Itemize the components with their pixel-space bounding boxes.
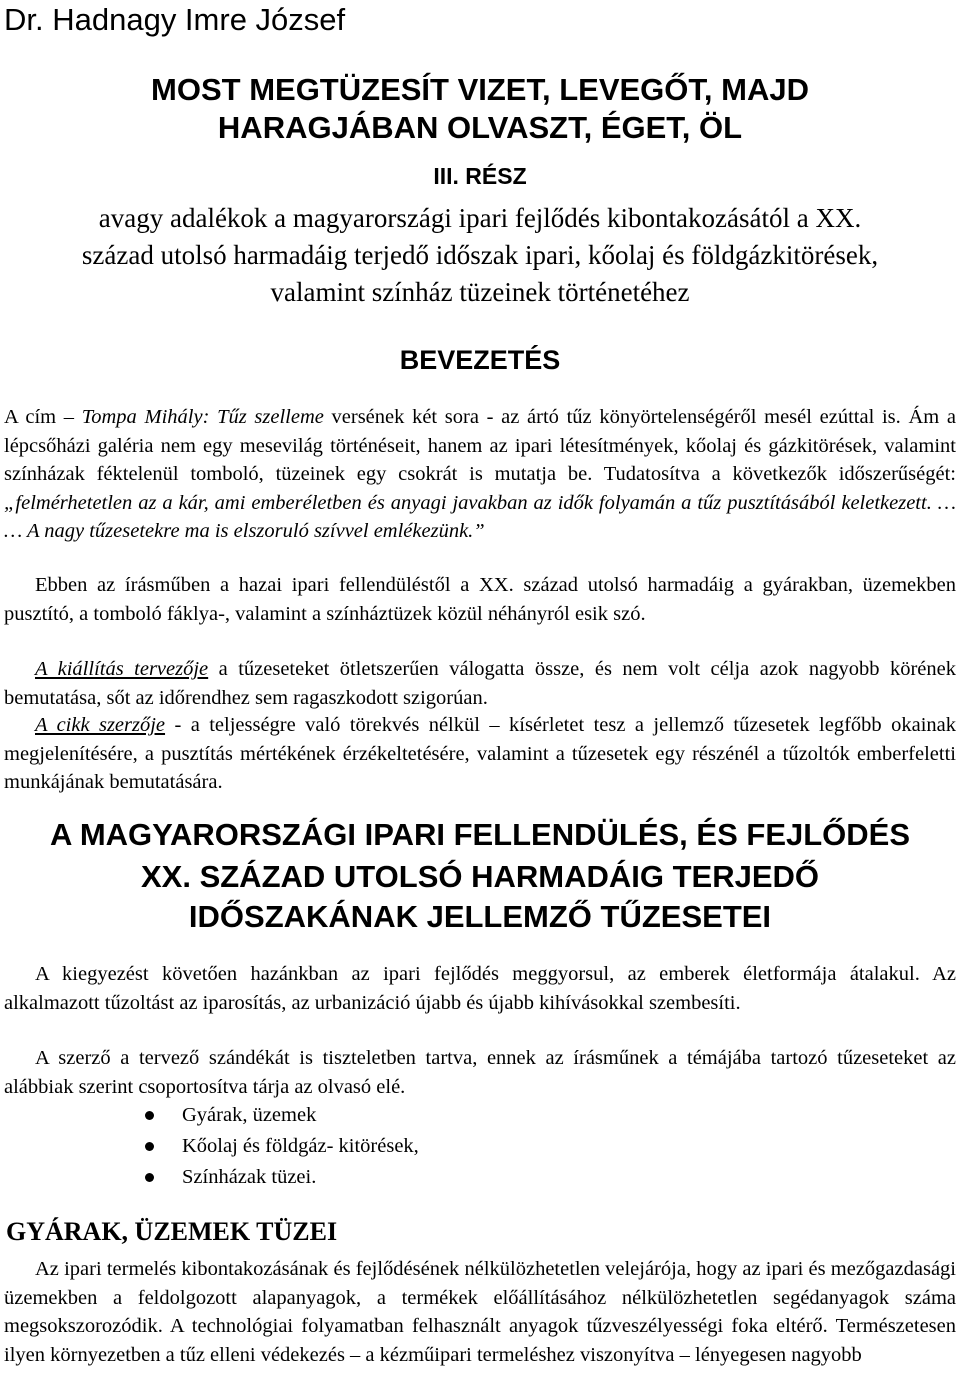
paragraph-article-author [4, 711, 956, 797]
author-name: Dr. Hadnagy Imre József [4, 2, 346, 37]
document-title-line-2: HARAGJÁBAN OLVASZT, ÉGET, ÖL [217, 110, 743, 145]
paragraph-grouping: A szerző a tervező szándékát is tiszteletben tartva, ennek az írásműnek a témájába tartozó tűzeseteket az alábbiak szerint csoportosítva tárja az olvasó elé. [4, 1047, 956, 1098]
intro-paragraph-start: A cím – [4, 406, 82, 428]
subtitle-line-2: század utolsó harmadáig terjedő időszak ipari, kőolaj és földgázkitörések, [81, 240, 879, 270]
paragraph-exhibition-designer [4, 655, 956, 712]
list-item-label: Színházak tüzei. [182, 1166, 317, 1188]
paragraph-compromise: A kiegyezést követően hazánkban az ipari fejlődés meggyorsul, az emberek életformája átalakul. Az alkalmazott tűzoltást az iparosítás, az urbanizáció újabb és újabb kihívásokkal szembesíti. [4, 963, 956, 1014]
part-label: III. RÉSZ [433, 163, 527, 189]
list-item [0, 1162, 960, 1193]
list-item-label: Kőolaj és földgáz- kitörések, [182, 1135, 419, 1157]
list-item [0, 1100, 960, 1131]
article-author-text: - a teljességre való törekvés nélkül – kísérletet tesz a jellemző tűzesetek legfőbb okainak megjelenítésére, a pusztítás mértékének érzékeltetésére, valamint a tűzesetek egy részénél a tűzoltók emberfeletti munkájának bemutatására. [4, 714, 956, 793]
intro-heading: BEVEZETÉS [399, 345, 561, 375]
intro-paragraph-body: versének két sora - az ártó tűz könyörtelenségéről mesél ezúttal is. Ám a lépcsőházi galéria nem egy mesevilág történéseit, hanem az ipari létesítmények, kőolaj és gázkitörések, valamint színházak féktelenül tomboló, tüzeinek egy csokrát is mutatja be. Tudatosítva a következők időszerűségét: [4, 406, 956, 485]
subtitle-line-3: valamint színház tüzeinek történetéhez [270, 277, 690, 307]
exhibition-designer-text: a tűzeseteket ötletszerűen válogatta össze, és nem volt célja azok nagyobb körének bemutatása, sőt az időrendhez sem ragaszkodott szigorúan. [4, 658, 956, 709]
section-heading-line-2: XX. SZÁZAD UTOLSÓ HARMADÁIG TERJEDŐ [140, 859, 820, 894]
list-item [0, 1131, 960, 1162]
exhibition-designer-lead: A kiállítás tervezője [35, 658, 209, 680]
document-title-line-1: MOST MEGTÜZESÍT VIZET, LEVEGŐT, MAJD [151, 72, 809, 107]
paragraph-scope: Ebben az írásműben a hazai ipari fellendüléstől a XX. század utolsó harmadáig a gyárakban, üzemekben pusztító, a tomboló fáklya-, valamint a színháztüzek közül néhányról esik szó. [4, 574, 956, 625]
quotation: „felmérhetetlen az a kár, ami emberéletben és anyagi javakban az idők folyamán a tűz pusztításából keletkezett. … … A nagy tűzesetekre ma is elszoruló szívvel emlékezünk.” [4, 491, 956, 542]
paragraph-factories: Az ipari termelés kibontakozásának és fejlődésének nélkülözhetetlen velejárója, hogy az ipari és mezőgazdasági üzemekben a feldolgozott alapanyagok, a termékek előállításához nélkülözhetetlen segédanyagok száma megsokszorozódik. A technológiai folyamatban felhasznált anyagok tűzveszélyességi foka eltérő. Természetesen ilyen környezetben a tűz elleni védekezés – a kézműipari termeléshez viszonyítva – lényegesen nagyobb [4, 1258, 956, 1366]
poem-reference: Tompa Mihály: Tűz szelleme [81, 406, 324, 428]
article-author-lead: A cikk szerzője [35, 714, 166, 736]
list-item-label: Gyárak, üzemek [182, 1104, 317, 1126]
factories-heading: GYÁRAK, ÜZEMEK TÜZEI [6, 1217, 338, 1246]
intro-paragraph [4, 403, 956, 546]
bullet-icon [145, 1173, 154, 1182]
category-list [0, 1100, 960, 1193]
subtitle-line-1: avagy adalékok a magyarországi ipari fejlődés kibontakozásától a XX. [98, 203, 862, 233]
section-heading-line-1: A MAGYARORSZÁGI IPARI FELLENDÜLÉS, ÉS FEJLŐDÉS [49, 817, 911, 852]
section-heading-line-3: IDŐSZAKÁNAK JELLEMZŐ TŰZESETEI [188, 899, 772, 934]
bullet-icon [145, 1142, 154, 1151]
bullet-icon [145, 1111, 154, 1120]
